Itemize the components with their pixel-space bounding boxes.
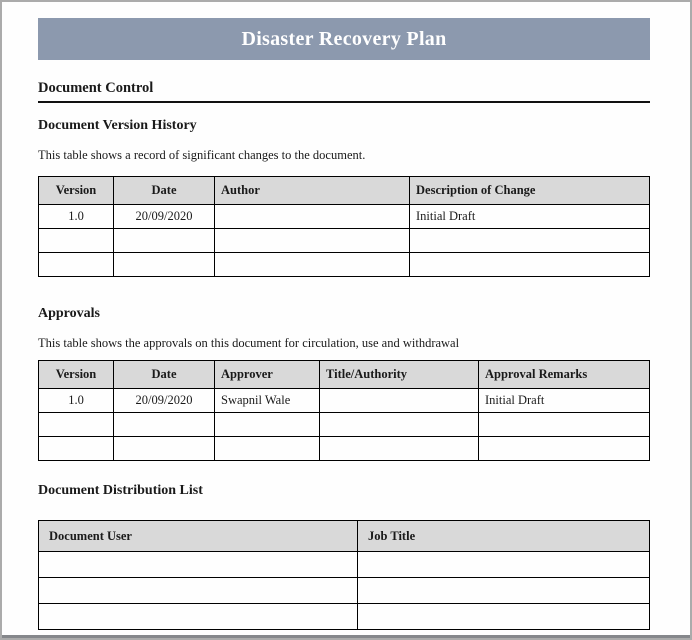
- table-cell: [410, 253, 650, 277]
- title-banner: [38, 18, 650, 60]
- table-cell: 1.0: [39, 389, 114, 413]
- column-header: Title/Authority: [320, 361, 479, 389]
- table-cell: Initial Draft: [410, 205, 650, 229]
- table-cell: [479, 437, 650, 461]
- page-content: [2, 2, 690, 630]
- table-cell: 20/09/2020: [114, 205, 215, 229]
- section-heading-approvals: Approvals: [38, 306, 100, 321]
- table-cell: Swapnil Wale: [215, 389, 320, 413]
- section-heading-distribution-list: Document Distribution List: [38, 483, 203, 498]
- version-history-intro: This table shows a record of significant changes to the document.: [38, 148, 366, 162]
- table-cell: [114, 253, 215, 277]
- header-row: [39, 177, 650, 205]
- table-cell: [215, 229, 410, 253]
- table-cell: [39, 437, 114, 461]
- column-header: Approver: [215, 361, 320, 389]
- approvals-intro: This table shows the approvals on this document for circulation, use and withdrawal: [38, 336, 460, 350]
- table-cell: [39, 253, 114, 277]
- table-cell: [114, 229, 215, 253]
- table-cell: [39, 229, 114, 253]
- table-cell: [410, 229, 650, 253]
- table-row: [39, 205, 650, 229]
- table-row: [39, 389, 650, 413]
- column-header: Document User: [39, 521, 358, 552]
- table-cell: [215, 205, 410, 229]
- column-header: Job Title: [358, 521, 650, 552]
- table-row: [39, 229, 650, 253]
- table-cell: [215, 413, 320, 437]
- table-row: [39, 552, 650, 578]
- column-header: Version: [39, 177, 114, 205]
- header-row: [39, 361, 650, 389]
- table-cell: [39, 578, 358, 604]
- column-header: Version: [39, 361, 114, 389]
- page-bottom-edge: [0, 635, 692, 640]
- section-heading-version-history: Document Version History: [38, 118, 197, 133]
- table-cell: 20/09/2020: [114, 389, 215, 413]
- column-header: Description of Change: [410, 177, 650, 205]
- table-cell: 1.0: [39, 205, 114, 229]
- table-cell: [320, 389, 479, 413]
- table-cell: [358, 552, 650, 578]
- table-cell: [358, 578, 650, 604]
- column-header: Date: [114, 177, 215, 205]
- section-heading-document-control: Document Control: [38, 80, 650, 103]
- table-row: [39, 437, 650, 461]
- table-cell: Initial Draft: [479, 389, 650, 413]
- table-cell: [320, 413, 479, 437]
- table-row: [39, 413, 650, 437]
- table-cell: [39, 604, 358, 630]
- table-cell: [479, 413, 650, 437]
- table-cell: [114, 437, 215, 461]
- table-cell: [215, 437, 320, 461]
- column-header: Date: [114, 361, 215, 389]
- table-cell: [215, 253, 410, 277]
- approvals-table: [38, 360, 650, 461]
- table-cell: [39, 413, 114, 437]
- table-cell: [320, 437, 479, 461]
- table-cell: [114, 413, 215, 437]
- distribution-list-table: [38, 520, 650, 630]
- table-cell: [39, 552, 358, 578]
- table-row: [39, 253, 650, 277]
- column-header: Approval Remarks: [479, 361, 650, 389]
- table-row: [39, 578, 650, 604]
- version-history-table: [38, 176, 650, 277]
- header-row: [39, 521, 650, 552]
- table-cell: [358, 604, 650, 630]
- document-title: Disaster Recovery Plan: [241, 27, 447, 50]
- column-header: Author: [215, 177, 410, 205]
- table-row: [39, 604, 650, 630]
